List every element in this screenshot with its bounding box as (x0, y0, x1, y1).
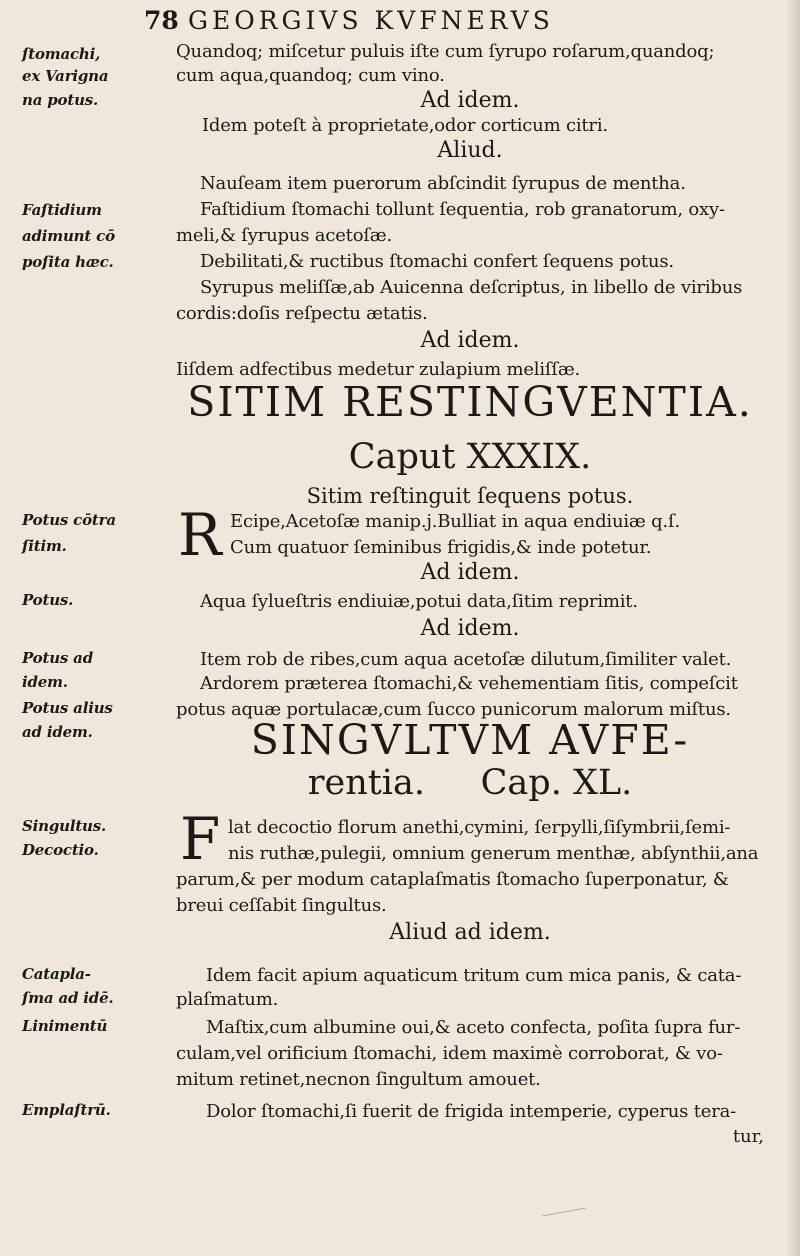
text-line: Quandoq; miſcetur puluis iſte cum ſyrupo roſarum,quandoq; (176, 41, 715, 62)
section-heading: Aliud. (437, 138, 503, 163)
catchword: tur, (732, 1126, 764, 1147)
section-heading: Aliud ad idem. (389, 920, 551, 945)
margin-note: Catapla- (22, 965, 91, 983)
text-line: Faſtidium ſtomachi tollunt ſequentia, rob granatorum, oxy- (200, 199, 725, 220)
chapter-title: SITIM RESTINGVENTIA. (187, 378, 753, 426)
text-line: Ardorem præterea ſtomachi,& vehementiam ſitis, compeſcit (200, 673, 738, 694)
page-edge-shadow (786, 0, 800, 1256)
margin-note: idem. (22, 673, 68, 691)
margin-note: poſita hæc. (22, 253, 114, 271)
margin-note: Linimentū (22, 1017, 108, 1035)
section-heading: Ad idem. (420, 328, 520, 353)
margin-note: Potus alius (22, 699, 113, 717)
text-line: parum,& per modum cataplaſmatis ſtomacho ſuperponatur, & (176, 869, 729, 890)
running-title: GEORGIVS KVFNERVS (188, 6, 554, 35)
chapter-number: Cap. XL. (480, 763, 633, 803)
margin-note: Potus cōtra (22, 511, 116, 529)
margin-note: Emplaſtrū. (22, 1101, 111, 1119)
text-line: breui ceſſabit ſingultus. (176, 895, 387, 916)
chapter-number: Caput XXXIX. (348, 437, 592, 477)
text-line: Item rob de ribes,cum aqua acetoſæ dilutum,ſimiliter valet. (200, 649, 732, 670)
margin-note: ex Varigna (22, 67, 109, 85)
text-line: Nauſeam item puerorum abſcindit ſyrupus de mentha. (200, 173, 686, 194)
text-line: Debilitati,& ructibus ſtomachi confert ſequens potus. (200, 251, 674, 272)
text-line: lat decoctio florum anethi,cymini, ſerpylli,ſiſymbrii,ſemi- (228, 817, 731, 838)
section-heading: Ad idem. (420, 560, 520, 585)
text-line: Dolor ſtomachi,ſi fuerit de frigida intemperie, cyperus tera- (206, 1101, 737, 1122)
text-line: Aqua ſylueſtris endiuiæ,potui data,ſitim reprimit. (200, 591, 638, 612)
ink-stroke (540, 1206, 588, 1218)
section-heading: Ad idem. (420, 616, 520, 641)
chapter-title-continued (160, 762, 780, 804)
margin-note: Singultus. (22, 817, 107, 835)
text-line: culam,vel orificium ſtomachi, idem maximè corroborat, & vo- (176, 1043, 723, 1064)
text-line: mitum retinet,necnon ſingultum amouet. (176, 1069, 541, 1090)
margin-note: Potus. (22, 591, 74, 609)
section-heading: Ad idem. (420, 88, 520, 113)
text-line: Syrupus meliſſæ,ab Auicenna deſcriptus, in libello de viribus (200, 277, 743, 298)
margin-note: Potus ad (22, 649, 93, 667)
text-line: nis ruthæ,pulegii, omnium generum menthæ, abſynthii,ana (228, 843, 759, 864)
initial-letter-f: F (180, 805, 221, 873)
text-line: Maſtix,cum albumine oui,& aceto confecta, poſita ſupra fur- (206, 1017, 741, 1038)
text-line: Cum quatuor ſeminibus frigidis,& inde potetur. (230, 537, 652, 558)
margin-note: ſtomachi, (22, 45, 101, 63)
chapter-title-rentia: rentia. (307, 763, 425, 803)
text-line: Iiſdem adfectibus medetur zulapium meliſſæ. (176, 359, 581, 380)
chapter-subtitle: Sitim reſtinguit ſequens potus. (306, 484, 634, 508)
margin-note: ſitim. (22, 537, 67, 555)
text-line: cordis:doſis reſpectu ætatis. (176, 303, 428, 324)
chapter-title: SINGVLTVM AVFE- (250, 716, 690, 764)
margin-note: Faſtidium (22, 201, 102, 219)
text-line: meli,& ſyrupus acetoſæ. (176, 225, 393, 246)
text-line: Idem facit apium aquaticum tritum cum mica panis, & cata- (206, 965, 742, 986)
page-number: 78 (144, 6, 179, 35)
text-line: cum aqua,quandoq; cum vino. (176, 65, 445, 86)
text-line: plaſmatum. (176, 989, 279, 1010)
margin-note: adimunt cō (22, 227, 115, 245)
text-line: Ecipe,Acetoſæ manip.j.Bulliat in aqua endiuiæ q.ſ. (230, 511, 680, 532)
margin-note: ſma ad idē. (22, 989, 114, 1007)
margin-note: na potus. (22, 91, 99, 109)
text-line: Idem poteſt à proprietate,odor corticum citri. (202, 115, 608, 136)
initial-letter-r: R (178, 501, 222, 569)
margin-note: ad idem. (22, 723, 93, 741)
text-line: potus aquæ portulacæ,cum ſucco punicorum malorum miſtus. (176, 699, 731, 720)
margin-note: Decoctio. (22, 841, 99, 859)
running-header (144, 6, 764, 36)
